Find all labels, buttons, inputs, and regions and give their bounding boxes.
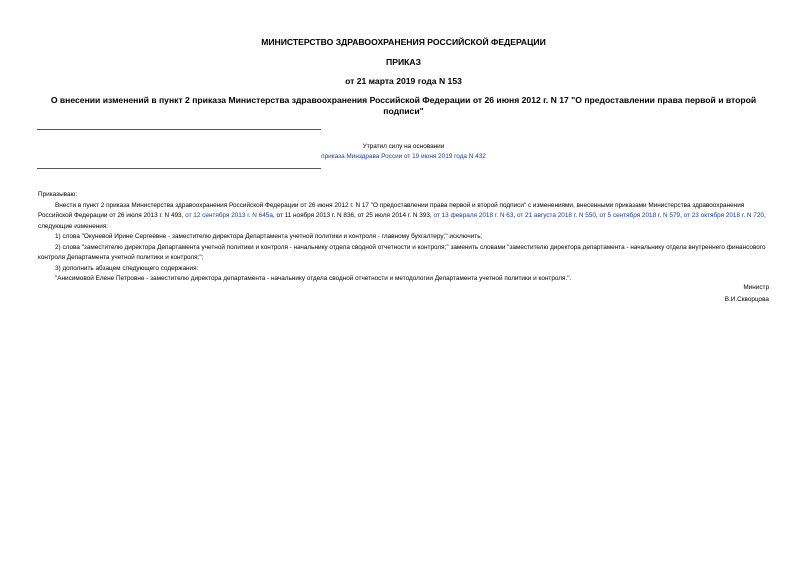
document-title: О внесении изменений в пункт 2 приказа Министерства здравоохранения Российской Федерации от 26 июня 2012 г. N 17 "О предоставлении права первой и второй подписи" xyxy=(50,95,757,116)
list-item-3-text: "Анисимовой Елене Петровне - заместителю директора департамента - начальнику отдела сводной отчетности и методологии Департамента учетной политики и контроля.". xyxy=(55,275,572,282)
order-word: Приказываю: xyxy=(38,191,78,198)
p1-text-c: , xyxy=(513,212,517,219)
amendment-link-5[interactable]: от 23 октября 2018 г. N 720 xyxy=(683,212,764,219)
paragraph-main xyxy=(38,201,769,233)
p1-text-a: Внести в пункт 2 приказа Министерства здравоохранения Российской Федерации от 26 июня 2012 г. N 17 "О предоставлении права первой и второй подписи" с изменениями, внесенными приказами Министерства здравоохранения Российской Федерации от 26 июля 2013 г. N 493, xyxy=(38,201,745,219)
doc-type-heading: ПРИКАЗ xyxy=(386,57,421,67)
ministry-heading: МИНИСТЕРСТВО ЗДРАВООХРАНЕНИЯ РОССИЙСКОЙ ФЕДЕРАЦИИ xyxy=(261,37,546,47)
divider-bottom xyxy=(37,168,321,169)
p1-text-f: , следующие изменения: xyxy=(38,212,766,230)
p1-text-e: , xyxy=(680,212,684,219)
repeal-notice-link[interactable]: приказа Минздрава России от 19 июня 2019 года N 432 xyxy=(321,153,486,160)
amendment-link-1[interactable]: от 12 сентября 2013 г. N 645а xyxy=(185,212,273,219)
divider-top xyxy=(37,129,321,130)
repeal-notice-text: Утратил силу на основании xyxy=(362,143,445,150)
date-number-heading: от 21 марта 2019 года N 153 xyxy=(345,76,462,86)
p1-text-b: , от 11 ноября 2013 г. N 836, от 25 июля 2014 г. N 393, xyxy=(272,212,434,219)
p1-text-d: , xyxy=(595,212,600,219)
list-item-1: 1) слова "Окуневой Ирине Сергеевне - заместителю директора Департамента учетной политики и контроля - главному бухгалтеру;" исключить; xyxy=(55,233,483,240)
signature-position: Министр xyxy=(743,284,769,291)
signature-name: В.И.Скворцова xyxy=(724,296,769,303)
amendment-link-2[interactable]: от 13 февраля 2018 г. N 63 xyxy=(433,212,514,219)
document-body xyxy=(38,190,769,285)
list-item-2: 2) слова "заместителю директора Департамента учетной политики и контроля - начальнику отдела сводной отчетности и контроля;" заменить словами "заместителю директора департамента - начальнику отдела внутреннего финансового контроля Департамента учетной политики и контроля;"; xyxy=(38,243,766,261)
list-item-3: 3) дополнить абзацем следующего содержания: xyxy=(55,264,199,272)
amendment-link-3[interactable]: от 21 августа 2018 г. N 550 xyxy=(516,212,596,219)
amendment-link-4[interactable]: от 5 сентября 2018 г. N 579 xyxy=(599,212,681,219)
